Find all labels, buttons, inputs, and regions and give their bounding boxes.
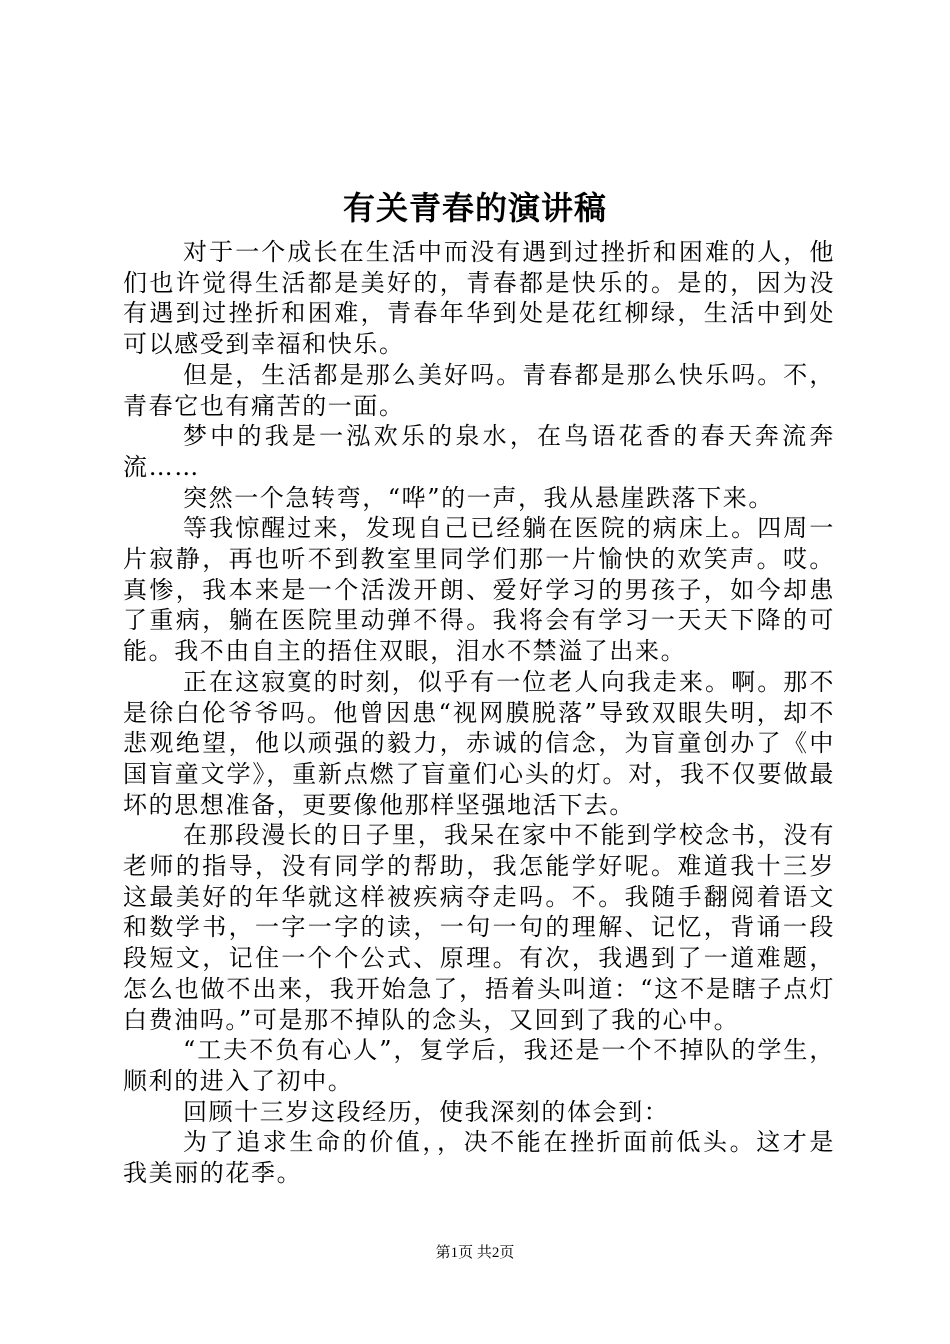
document-body (123, 237, 835, 1189)
paragraph-9: 回顾十三岁这段经历，使我深刻的体会到： (183, 1097, 670, 1126)
page-footer: 第1页 共2页 (435, 1245, 515, 1261)
paragraph-6: 正在这寂寞的时刻，似乎有一位老人向我走来。啊。那不是徐白伦爷爷吗。他曾因患“视网膜脱落”导致双眼失明，却不悲观绝望，他以顽强的毅力，赤诚的信念，为盲童创办了《中国盲童文学》，重新点燃了盲童们心头的灯。对，我不仅要做最坏的思想准备，更要像他那样坚强地活下去。 (123, 667, 835, 819)
paragraph-8: “工夫不负有心人”，复学后，我还是一个不掉队的学生，顺利的进入了初中。 (123, 1036, 835, 1095)
paragraph-1: 对于一个成长在生活中而没有遇到过挫折和困难的人，他们也许觉得生活都是美好的，青春都是快乐的。是的，因为没有遇到过挫折和困难，青春年华到处是花红柳绿，生活中到处可以感受到幸福和快乐。 (123, 238, 835, 359)
paragraph-3: 梦中的我是一泓欢乐的泉水，在鸟语花香的春天奔流奔流…… (123, 422, 835, 481)
paragraph-5: 等我惊醒过来，发现自己已经躺在医院的病床上。四周一片寂静，再也听不到教室里同学们那一片愉快的欢笑声。哎。真惨，我本来是一个活泼开朗、爱好学习的男孩子，如今却患了重病，躺在医院里动弹不得。我将会有学习一天天下降的可能。我不由自主的捂住双眼，泪水不禁溢了出来。 (123, 514, 835, 666)
paragraph-10: 为了追求生命的价值，，决不能在挫折面前低头。这才是我美丽的花季。 (123, 1128, 835, 1188)
paragraph-2: 但是，生活都是那么美好吗。青春都是那么快乐吗。不，青春它也有痛苦的一面。 (123, 360, 835, 420)
paragraph-7: 在那段漫长的日子里，我呆在家中不能到学校念书，没有老师的指导，没有同学的帮助，我怎能学好呢。难道我十三岁这最美好的年华就这样被疾病夺走吗。不。我随手翻阅着语文和数学书，一字一字的读，一句一句的理解、记忆，背诵一段段短文，记住一个个公式、原理。有次，我遇到了一道难题，怎么也做不出来，我开始急了，捂着头叫道：“这不是瞎子点灯白费油吗。”可是那不掉队的念头，又回到了我的心中。 (123, 821, 835, 1034)
paragraph-4: 突然一个急转弯，“哗”的一声，我从悬崖跌落下来。 (183, 483, 774, 512)
document-title: 有关青春的演讲稿 (342, 189, 607, 227)
